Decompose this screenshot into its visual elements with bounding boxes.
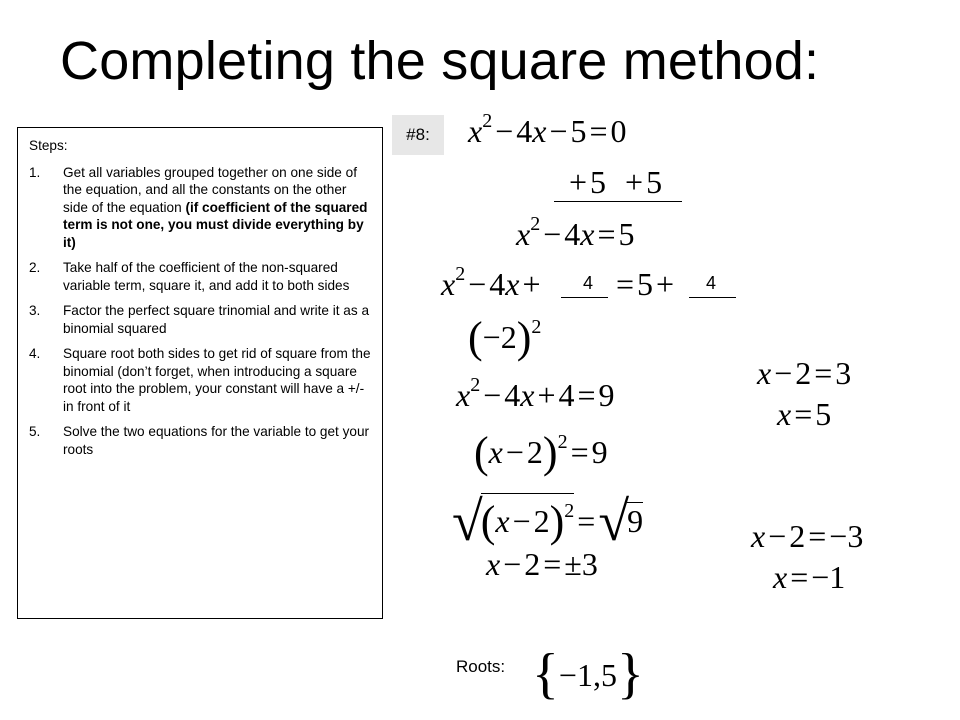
step-item — [29, 164, 372, 252]
equation-square-root: $√(x-2)^2=√9$ — [452, 491, 644, 553]
step-text: Factor the perfect square trinomial and write it as a binomial squared — [63, 303, 369, 336]
equation-complete-square-right: =5+ — [616, 266, 675, 302]
equation-root-five: x=5 — [777, 396, 832, 432]
blank-right-rule — [689, 297, 736, 298]
step-text: Take half of the coefficient of the non-squared variable term, square it, and add it to both sides — [63, 260, 350, 293]
step-number: 5. — [29, 424, 41, 439]
step-item — [29, 259, 372, 294]
equation-binomial-squared: $(x-2)^2=9$ — [474, 428, 608, 477]
blank-left-value: 4 — [583, 273, 594, 293]
steps-box — [17, 127, 383, 619]
equation-add-five: +5 +5 — [569, 164, 663, 200]
page-title: Completing the square method: — [60, 31, 820, 91]
blank-left-rule — [561, 297, 608, 298]
problem-label: #8: — [392, 115, 444, 155]
steps-list — [29, 164, 372, 459]
equation-complete-square: $x^2-4x+$ — [441, 263, 541, 302]
equation-case-negative: x−2=−3 — [751, 518, 864, 554]
steps-heading: Steps: — [29, 138, 68, 153]
step-item — [29, 345, 372, 415]
equation-half-squared: $(-2)^2$ — [468, 313, 542, 362]
equation-plus-minus: x−2=±3 — [486, 546, 598, 582]
equation-rule — [554, 201, 682, 202]
step-number: 4. — [29, 346, 41, 361]
step-number: 2. — [29, 260, 41, 275]
step-number: 3. — [29, 303, 41, 318]
step-text: Square root both sides to get rid of square from the binomial (don’t forget, when introducing a square root into the problem, your constant will have a +/- in front of it — [63, 346, 371, 414]
roots-set: {−1,5} — [532, 643, 644, 705]
step-item — [29, 423, 372, 458]
blank-right-value: 4 — [706, 273, 717, 293]
equation-case-positive: x−2=3 — [757, 355, 852, 391]
step-bold-note: (if coefficient of the squared term is not one, you must divide everything by it) — [63, 199, 368, 250]
step-text: Get all variables grouped together on one side of the equation, and all the constants on the other side of the equation — [63, 164, 357, 215]
step-item — [29, 302, 372, 337]
equation-moved: $x^2-4x=5$ — [516, 213, 635, 252]
equation-trinomial: $x^2-4x+4=9$ — [456, 374, 615, 413]
step-text: Solve the two equations for the variable to get your roots — [63, 424, 370, 457]
equation-root-negative-one: x=−1 — [773, 559, 846, 595]
equation-original: $x^2-4x-5=0$ — [468, 110, 627, 149]
step-number: 1. — [29, 164, 41, 180]
roots-label: Roots: — [456, 657, 506, 676]
